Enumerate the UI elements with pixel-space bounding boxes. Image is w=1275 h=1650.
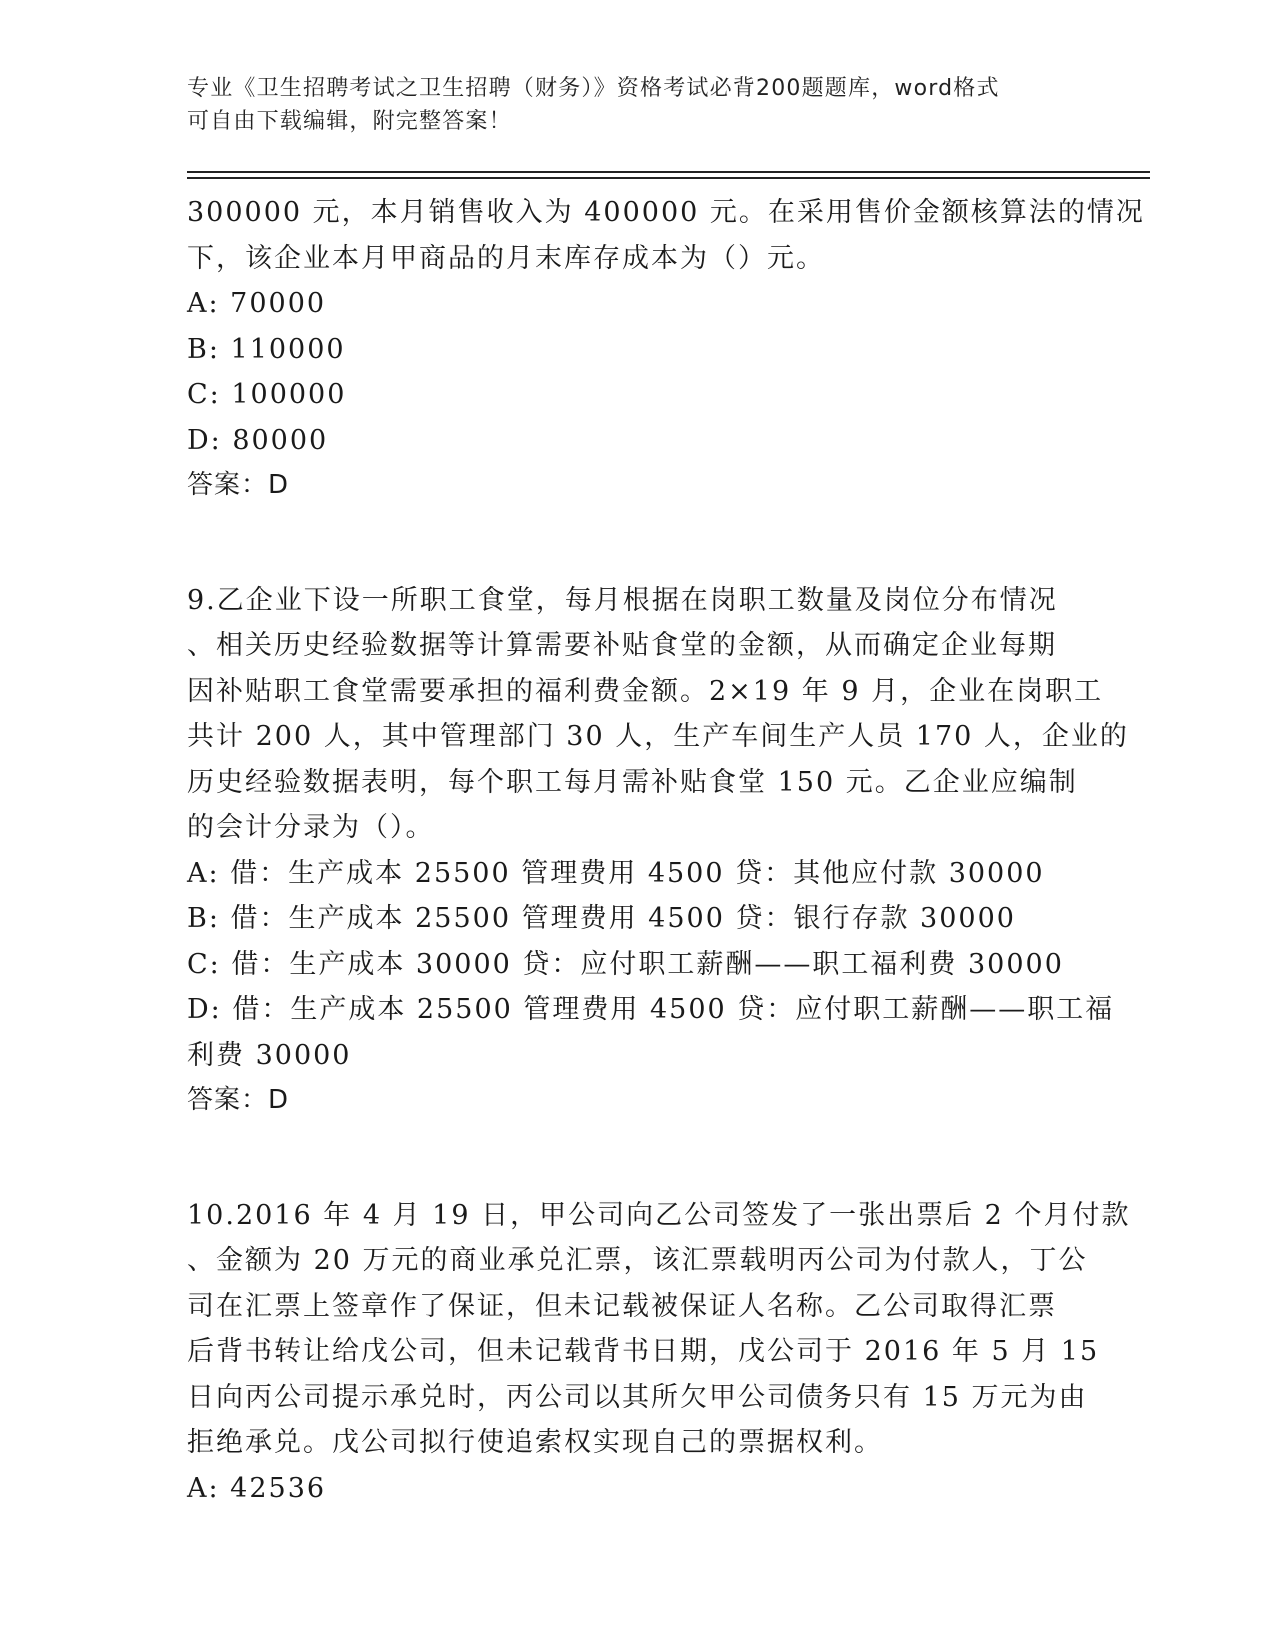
question-9-option-b: B: 借：生产成本 25500 管理费用 4500 贷：银行存款 30000	[187, 903, 1016, 934]
question-9-stem-line: 历史经验数据表明，每个职工每月需补贴食堂 150 元。乙企业应编制	[187, 766, 1078, 798]
question-10-stem-line: 拒绝承兑。戊公司拟行使追索权实现自己的票据权利。	[187, 1427, 883, 1458]
question-8-option-b: B: 110000	[187, 333, 346, 365]
header-divider-bottom	[187, 177, 1150, 179]
question-9-stem-line: 因补贴职工食堂需要承担的福利费金额。2×19 年 9 月，企业在岗职工	[187, 675, 1104, 707]
question-8-stem-line: 300000 元，本月销售收入为 400000 元。在采用售价金额核算法的情况	[187, 197, 1145, 228]
document-header	[187, 72, 1087, 138]
question-9-option-d-continued: 利费 30000	[187, 1039, 352, 1071]
question-8-answer: 答案：D	[187, 470, 290, 500]
document-body	[187, 190, 1145, 1511]
question-8-option-a: A: 70000	[187, 288, 327, 319]
question-10	[187, 1193, 1131, 1512]
header-title-line-2: 可自由下载编辑，附完整答案！	[187, 109, 512, 134]
header-title-line-1: 专业《卫生招聘考试之卫生招聘（财务）》资格考试必背200题题库，word格式	[187, 76, 1000, 101]
question-8-option-d: D: 80000	[187, 424, 329, 456]
question-9-option-c: C: 借：生产成本 30000 贷：应付职工薪酬——职工福利费 30000	[187, 948, 1064, 980]
question-9-stem-line: 的会计分录为（）。	[187, 812, 435, 843]
question-9-stem-line: 9.乙企业下设一所职工食堂，每月根据在岗职工数量及岗位分布情况	[187, 584, 1058, 616]
question-10-stem-line: 10.2016 年 4 月 19 日，甲公司向乙公司签发了一张出票后 2 个月付款	[187, 1199, 1131, 1231]
question-10-stem-line: 、金额为 20 万元的商业承兑汇票，该汇票载明丙公司为付款人，丁公	[187, 1245, 1088, 1276]
question-10-stem-line: 司在汇票上签章作了保证，但未记载被保证人名称。乙公司取得汇票	[187, 1290, 1057, 1322]
question-9-stem-line: 、相关历史经验数据等计算需要补贴食堂的金额，从而确定企业每期	[187, 630, 1057, 661]
question-10-stem-line: 日向丙公司提示承兑时，丙公司以其所欠甲公司债务只有 15 万元为由	[187, 1381, 1088, 1413]
question-9-option-a: A: 借：生产成本 25500 管理费用 4500 贷：其他应付款 30000	[187, 857, 1045, 889]
header-divider-top	[187, 171, 1150, 173]
question-8	[187, 190, 1145, 509]
question-8-option-c: C: 100000	[187, 379, 347, 410]
question-8-stem-line: 下，该企业本月甲商品的月末库存成本为（）元。	[187, 242, 825, 274]
question-10-stem-line: 后背书转让给戊公司，但未记载背书日期，戊公司于 2016 年 5 月 15	[187, 1336, 1100, 1367]
question-10-option-a: A: 42536	[187, 1472, 327, 1504]
question-9-answer: 答案：D	[187, 1085, 290, 1115]
question-9-option-d: D: 借：生产成本 25500 管理费用 4500 贷：应付职工薪酬——职工福	[187, 994, 1115, 1025]
question-9-stem-line: 共计 200 人，其中管理部门 30 人，生产车间生产人员 170 人，企业的	[187, 721, 1129, 752]
question-9	[187, 578, 1129, 1124]
